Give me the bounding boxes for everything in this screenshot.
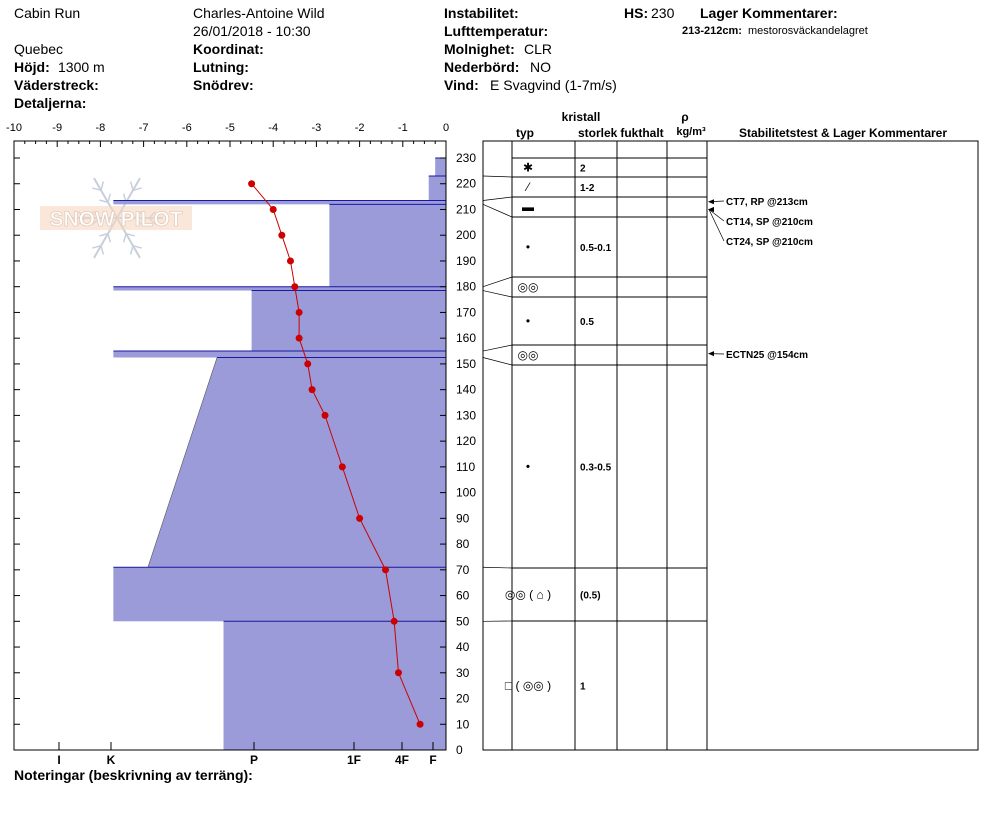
height-tick-label: 120 <box>456 434 477 449</box>
layer-connector <box>483 567 512 568</box>
layer-comments-label: Lager Kommentarer: <box>700 5 838 21</box>
temperature-point <box>287 257 294 264</box>
temp-tick-label: -1 <box>397 122 408 134</box>
temp-tick-label: -2 <box>354 122 365 134</box>
temperature-point <box>278 232 285 239</box>
hardness-bar <box>435 158 446 176</box>
height-tick-label: 0 <box>456 743 463 757</box>
instability-label: Instabilitet: <box>444 5 519 21</box>
hardness-bar <box>148 357 446 567</box>
layer-crystal-size: 0.5-0.1 <box>580 243 612 254</box>
snowflake-branch <box>108 234 110 243</box>
layer-crystal-type: ◎◎ <box>517 348 539 362</box>
height-tick-label: 90 <box>456 511 470 526</box>
snowflake-branch <box>131 246 133 255</box>
drift-label: Snödrev: <box>193 77 254 93</box>
hardness-bar <box>252 291 446 351</box>
hardness-tick-label: F <box>429 753 437 767</box>
height-tick-label: 170 <box>456 305 477 320</box>
temp-tick-label: -4 <box>268 122 279 134</box>
wind-value: E Svagvind (1-7m/s) <box>490 77 617 93</box>
terrain-notes-label: Noteringar (beskrivning av terräng): <box>14 767 253 783</box>
snowflake-branch <box>131 182 133 191</box>
height-tick-label: 40 <box>456 640 470 655</box>
sky-label: Molnighet: <box>444 41 515 57</box>
header-storlek: storlek <box>578 126 618 140</box>
stability-test-label: ECTN25 @154cm <box>726 350 809 361</box>
hardness-tick-label: 4F <box>394 753 410 767</box>
height-tick-label: 180 <box>456 279 477 294</box>
temperature-point <box>417 721 424 728</box>
height-tick-label: 110 <box>456 459 476 474</box>
layer-comment-range: 213-212cm: <box>682 25 742 37</box>
region-name: Quebec <box>14 41 64 57</box>
height-tick-label: 10 <box>456 717 470 732</box>
sky-value: CLR <box>524 41 553 57</box>
layer-crystal-size: (0.5) <box>580 590 601 602</box>
height-tick-label: 20 <box>456 691 470 706</box>
stability-test-pointer <box>709 209 724 221</box>
layer-connector <box>483 277 512 287</box>
observer-name: Charles-Antoine Wild <box>193 5 325 21</box>
temp-tick-label: -10 <box>6 122 22 134</box>
height-tick-label: 220 <box>456 176 477 191</box>
elevation-value: 1300 m <box>58 59 105 75</box>
temperature-point <box>322 412 329 419</box>
height-tick-label: 30 <box>456 665 470 680</box>
temp-tick-label: -5 <box>225 122 235 134</box>
precipitation-label: Nederbörd: <box>444 59 520 75</box>
layer-connector <box>483 197 512 200</box>
stability-test-arrow <box>708 199 714 204</box>
height-tick-label: 210 <box>456 202 477 217</box>
layer-connector <box>483 204 512 217</box>
hardness-bar <box>113 200 446 204</box>
coordinate-label: Koordinat: <box>193 41 264 57</box>
temperature-point <box>309 386 316 393</box>
temperature-point <box>395 669 402 676</box>
temperature-point <box>304 360 311 367</box>
layer-crystal-size: 1 <box>580 681 586 693</box>
layer-crystal-size: 2 <box>580 163 586 175</box>
layer-comment-text: mestorosväckandelagret <box>748 25 868 37</box>
temp-tick-label: -6 <box>181 122 192 134</box>
temp-tick-label: -8 <box>95 122 106 134</box>
temp-tick-label: -9 <box>52 122 63 134</box>
height-tick-label: 140 <box>456 382 477 397</box>
temperature-point <box>382 566 389 573</box>
hardness-bar <box>329 204 446 286</box>
layer-connector <box>483 345 512 351</box>
layer-crystal-type: ⁄ <box>526 180 530 194</box>
stability-test-label: CT7, RP @213cm <box>726 197 808 208</box>
height-tick-label: 160 <box>456 331 477 346</box>
layer-connector <box>483 176 512 177</box>
temperature-point <box>291 283 298 290</box>
layer-connector <box>483 357 512 365</box>
temperature-point <box>339 463 346 470</box>
layer-crystal-size: 0.5 <box>580 317 594 328</box>
layer-crystal-type: • <box>525 314 531 328</box>
layer-crystal-type: • <box>525 240 531 254</box>
stability-test-pointer <box>709 209 724 241</box>
height-tick-label: 230 <box>456 151 477 165</box>
height-tick-label: 50 <box>456 614 470 629</box>
wind-label: Vind: <box>444 77 479 93</box>
snowflake-branch <box>108 194 110 203</box>
layer-crystal-type: □ ( ◎◎ ) <box>504 678 552 693</box>
stability-test-label: CT24, SP @210cm <box>726 237 813 248</box>
header-typ: typ <box>516 126 534 140</box>
hardness-bar <box>113 351 446 357</box>
hs-label: HS: <box>624 5 649 21</box>
details-label: Detaljerna: <box>14 95 87 111</box>
layer-crystal-type: ◎◎ ( ⌂ ) <box>504 587 552 602</box>
height-tick-label: 100 <box>456 485 477 500</box>
precipitation-value: NO <box>530 59 551 75</box>
height-tick-label: 80 <box>456 537 470 552</box>
temp-tick-label: -7 <box>138 122 149 134</box>
aspect-label: Väderstreck: <box>14 77 99 93</box>
temperature-point <box>391 618 398 625</box>
hardness-bar <box>113 287 446 291</box>
height-tick-label: 70 <box>456 562 470 577</box>
layer-crystal-size: 1-2 <box>580 183 595 194</box>
elevation-label: Höjd: <box>14 59 50 75</box>
snowflake-branch <box>124 234 126 243</box>
hardness-tick-label: K <box>106 753 116 767</box>
snowflake-branch <box>101 246 103 255</box>
air-temperature-label: Lufttemperatur: <box>444 23 549 39</box>
height-tick-label: 150 <box>456 356 477 371</box>
height-tick-label: 200 <box>456 228 477 243</box>
layer-connector <box>483 291 512 297</box>
layer-crystal-size: 0.3-0.5 <box>580 462 612 474</box>
temperature-point <box>356 515 363 522</box>
hardness-bar <box>429 176 446 200</box>
hardness-tick-label: 1F <box>346 753 362 767</box>
table-frame <box>483 141 978 750</box>
header-rho: ρ <box>681 110 689 124</box>
location-name: Cabin Run <box>14 5 81 21</box>
height-tick-label: 60 <box>456 588 470 603</box>
header-kristall: kristall <box>561 110 601 124</box>
snowpilot-logo <box>40 178 192 258</box>
hardness-tick-label: I <box>57 753 61 767</box>
height-tick-label: 190 <box>456 253 477 268</box>
temperature-point <box>296 335 303 342</box>
hs-value: 230 <box>651 5 675 21</box>
layer-crystal-type: ✱ <box>522 160 534 175</box>
header-stability-tests: Stabilitetstest & Lager Kommentarer <box>738 126 948 140</box>
hardness-tick-label: P <box>249 753 259 767</box>
stability-test-arrow <box>708 351 714 356</box>
layer-crystal-type: ▬ <box>522 200 534 214</box>
temperature-point <box>248 180 255 187</box>
height-tick-label: 130 <box>456 408 477 423</box>
stability-test-label: CT14, SP @210cm <box>726 217 813 228</box>
snowflake-branch <box>101 182 103 191</box>
observation-datetime: 26/01/2018 - 10:30 <box>193 23 311 39</box>
header-density-unit: kg/m³ <box>676 126 706 138</box>
hardness-bar <box>113 567 446 621</box>
layer-crystal-type: ◎◎ <box>517 280 539 294</box>
temperature-point <box>296 309 303 316</box>
header-fukthalt: fukthalt <box>620 126 664 140</box>
hardness-bar <box>224 621 446 750</box>
temperature-point <box>270 206 277 213</box>
logo-text: SNOW PILOT <box>49 208 183 231</box>
temp-tick-label: 0 <box>442 122 450 134</box>
slope-label: Lutning: <box>193 59 249 75</box>
temp-tick-label: -3 <box>311 122 322 134</box>
layer-crystal-type: • <box>525 459 531 474</box>
